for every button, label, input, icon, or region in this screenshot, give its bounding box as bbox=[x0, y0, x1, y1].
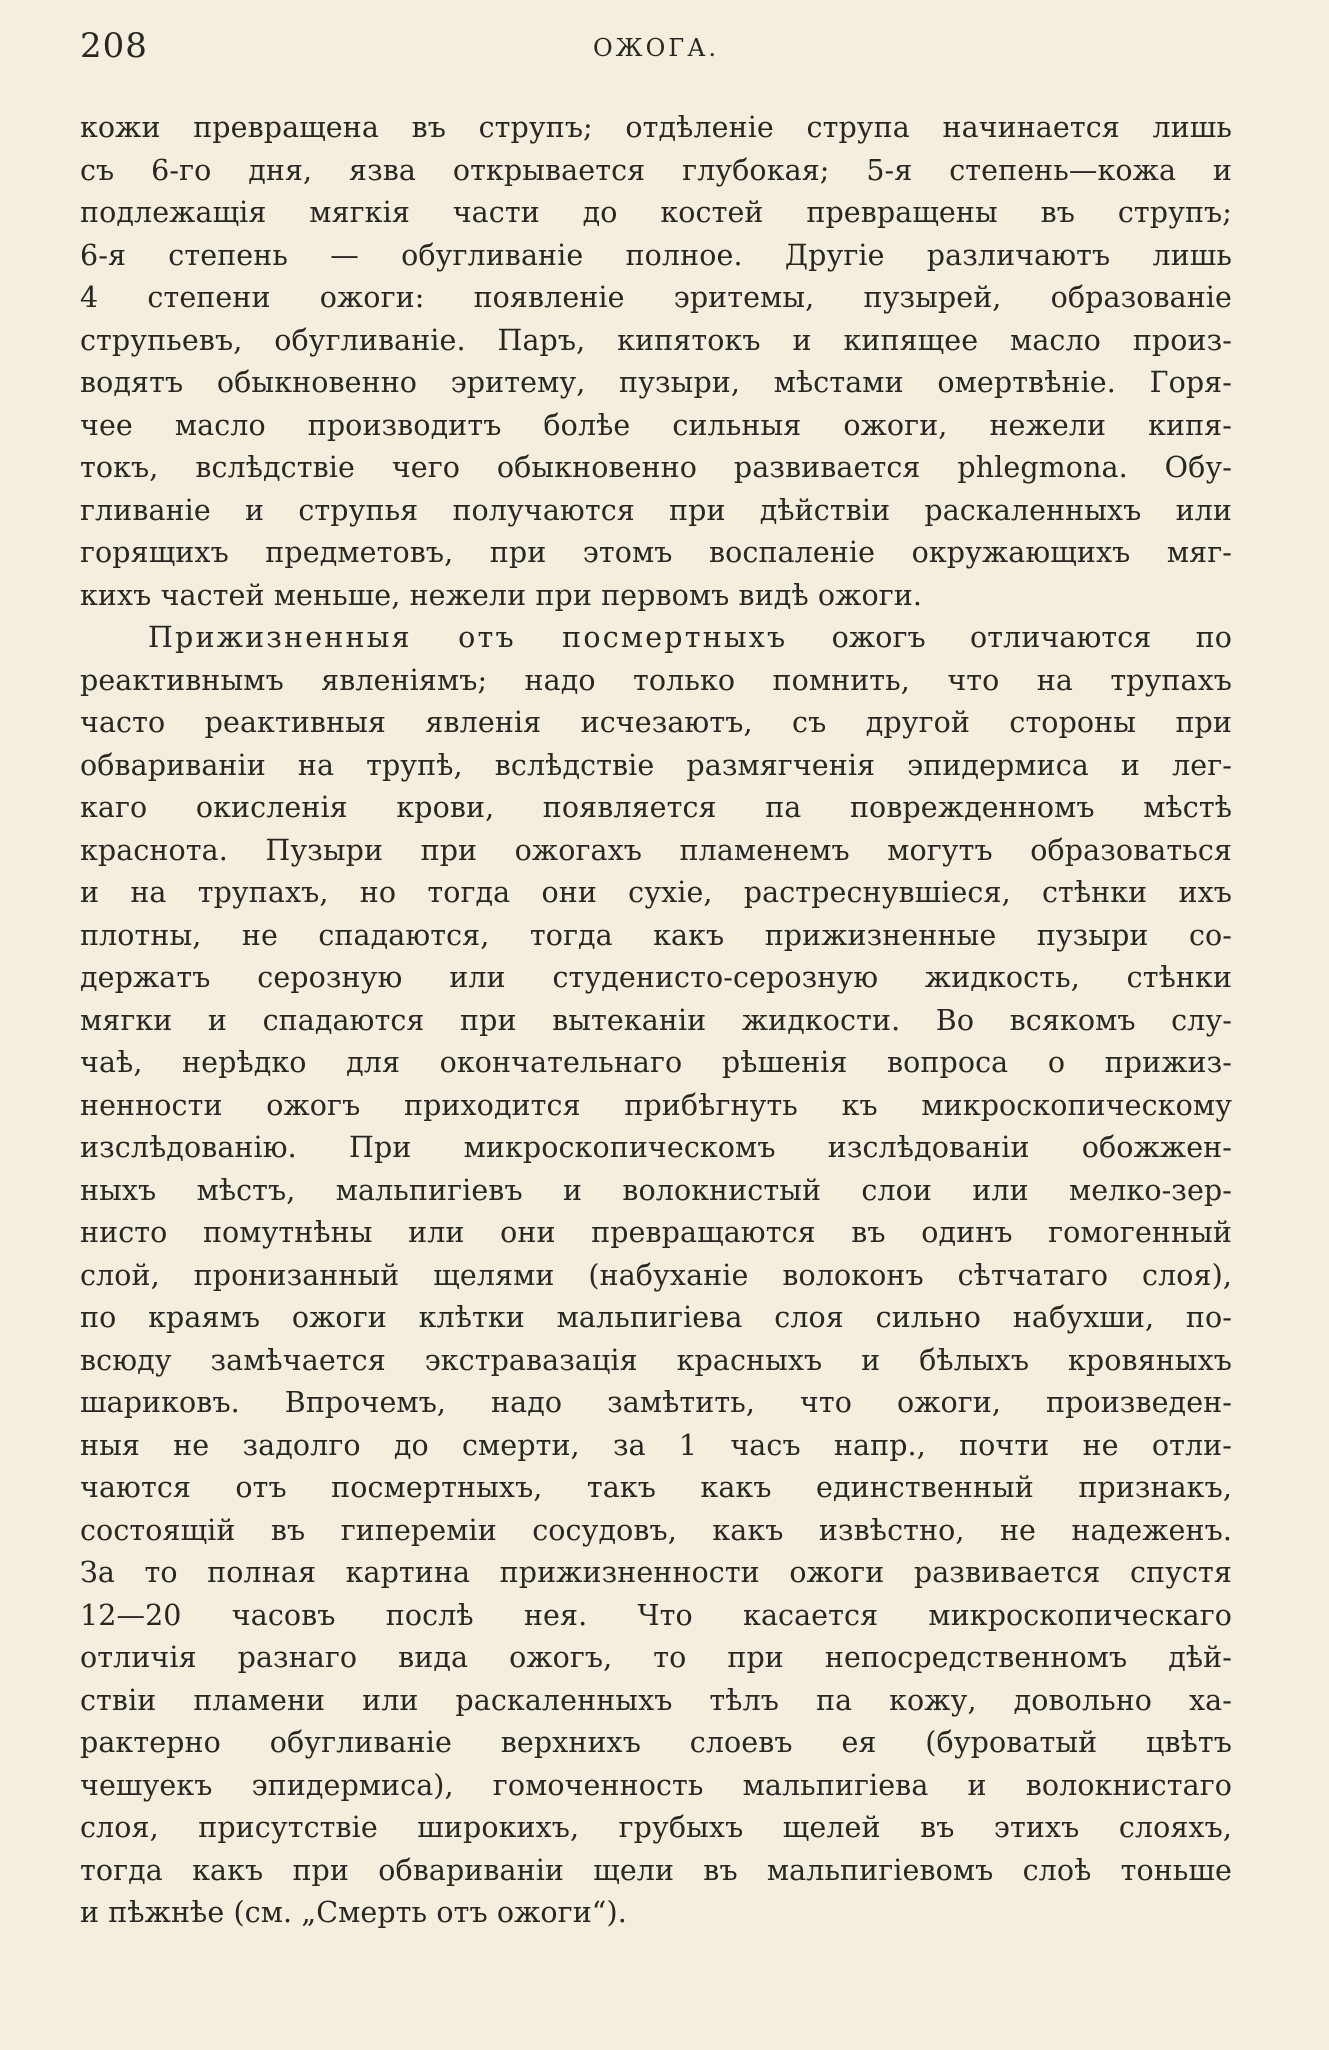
text-line: отличія разнаго вида ожогъ, то при непосредственномъ дѣй- bbox=[80, 1641, 1232, 1674]
text-line: ненности ожогъ приходится прибѣгнуть къ микроскопическому bbox=[80, 1088, 1232, 1122]
text-line: чешуекъ эпидермиса), гомоченность мальпигіева и волокнистаго bbox=[80, 1768, 1232, 1802]
text-line: рактерно обугливаніе верхнихъ слоевъ ея (буроватый цвѣтъ bbox=[80, 1726, 1232, 1759]
text-line: струпьевъ, обугливаніе. Паръ, кипятокъ и кипящее масло произ- bbox=[80, 323, 1232, 357]
text-line: изслѣдованію. При микроскопическомъ изслѣдованіи обожжен- bbox=[80, 1131, 1232, 1164]
text-line: каго окисленія крови, появляется па поврежденномъ мѣстѣ bbox=[80, 791, 1232, 824]
text-line: горящихъ предметовъ, при этомъ воспаленіе окружающихъ мяг- bbox=[80, 536, 1232, 569]
text-line: тогда какъ при обвариваніи щели въ мальпигіевомъ слоѣ тоньше bbox=[80, 1853, 1232, 1887]
text-line: ныя не задолго до смерти, за 1 часъ напр., почти не отли- bbox=[80, 1428, 1232, 1462]
text-line: чаѣ, нерѣдко для окончательнаго рѣшенія вопроса о прижиз- bbox=[80, 1046, 1232, 1079]
text-line: мягки и спадаются при вытеканіи жидкости. Во всякомъ слу- bbox=[80, 1003, 1232, 1037]
running-title: ОЖОГА. bbox=[592, 34, 719, 62]
text-line: краснота. Пузыри при ожогахъ пламенемъ могутъ образоваться bbox=[80, 833, 1232, 867]
text-line: по краямъ ожоги клѣтки мальпигіева слоя сильно набухши, по- bbox=[80, 1301, 1232, 1334]
text-line bbox=[80, 617, 1232, 660]
text-line: подлежащія мягкія части до костей превращены въ струпъ; bbox=[80, 196, 1232, 229]
text-line: слой, пронизанный щелями (набуханіе волоконъ сѣтчатаго слоя), bbox=[80, 1258, 1232, 1292]
text-line: 6-я степень — обугливаніе полное. Другіе различаютъ лишь bbox=[80, 238, 1232, 272]
text-line: съ 6-го дня, язва открывается глубокая; 5-я степень—кожа и bbox=[80, 153, 1232, 187]
text-line: обвариваніи на трупѣ, вслѣдствіе размягченія эпидермиса и лег- bbox=[80, 748, 1232, 782]
text-line: токъ, вслѣдствіе чего обыкновенно развивается phlegmona. Обу- bbox=[80, 451, 1232, 484]
page-header bbox=[80, 26, 1232, 70]
paragraph bbox=[80, 107, 1232, 617]
text-line: шариковъ. Впрочемъ, надо замѣтить, что ожоги, произведен- bbox=[80, 1386, 1232, 1419]
text-line: часто реактивныя явленія исчезаютъ, съ другой стороны при bbox=[80, 706, 1232, 739]
text-line: нисто помутнѣны или они превращаются въ одинъ гомогенный bbox=[80, 1216, 1232, 1249]
spaced-lead-text: Прижизненныя отъ посмертныхъ bbox=[148, 621, 788, 654]
text-line: чаются отъ посмертныхъ, такъ какъ единственный признакъ, bbox=[80, 1471, 1232, 1504]
text-line: реактивнымъ явленіямъ; надо только помнить, что на трупахъ bbox=[80, 663, 1232, 697]
text-line: 4 степени ожоги: появленіе эритемы, пузырей, образованіе bbox=[80, 281, 1232, 314]
text-line: водятъ обыкновенно эритему, пузыри, мѣстами омертвѣніе. Горя- bbox=[80, 366, 1232, 399]
text-line: кихъ частей меньше, нежели при первомъ видѣ ожоги. bbox=[80, 578, 923, 612]
text-line: состоящій въ гипереміи сосудовъ, какъ извѣстно, не надеженъ. bbox=[80, 1513, 1232, 1547]
body-text bbox=[80, 107, 1232, 1935]
text-line: чее масло производитъ болѣе сильныя ожоги, нежели кипя- bbox=[80, 408, 1232, 442]
text-line: и пѣжнѣе (см. „Смерть отъ ожоги“). bbox=[80, 1896, 627, 1929]
paragraph bbox=[80, 617, 1232, 1935]
text-line: всюду замѣчается экстравазація красныхъ и бѣлыхъ кровяныхъ bbox=[80, 1343, 1232, 1377]
text-line: За то полная картина прижизненности ожоги развивается спустя bbox=[80, 1556, 1232, 1589]
text-line: 12—20 часовъ послѣ нея. Что касается микроскопическаго bbox=[80, 1598, 1232, 1632]
text-line: гливаніе и струпья получаются при дѣйствіи раскаленныхъ или bbox=[80, 493, 1232, 527]
text-line: держатъ серозную или студенисто-серозную жидкость, стѣнки bbox=[80, 961, 1232, 994]
text-line: ствіи пламени или раскаленныхъ тѣлъ па кожу, довольно ха- bbox=[80, 1683, 1232, 1717]
text-line: плотны, не спадаются, тогда какъ прижизненные пузыри со- bbox=[80, 918, 1232, 952]
page-number: 208 bbox=[80, 26, 148, 66]
text-line: слоя, присутствіе широкихъ, грубыхъ щелей въ этихъ слояхъ, bbox=[80, 1811, 1232, 1844]
text-line-rest: ожогъ отличаются по bbox=[787, 621, 1233, 654]
text-line: и на трупахъ, но тогда они сухіе, растреснувшіеся, стѣнки ихъ bbox=[80, 876, 1232, 909]
text-line: ныхъ мѣстъ, мальпигіевъ и волокнистый слои или мелко-зер- bbox=[80, 1173, 1232, 1207]
text-line: кожи превращена въ струпъ; отдѣленіе струпа начинается лишь bbox=[80, 111, 1232, 144]
